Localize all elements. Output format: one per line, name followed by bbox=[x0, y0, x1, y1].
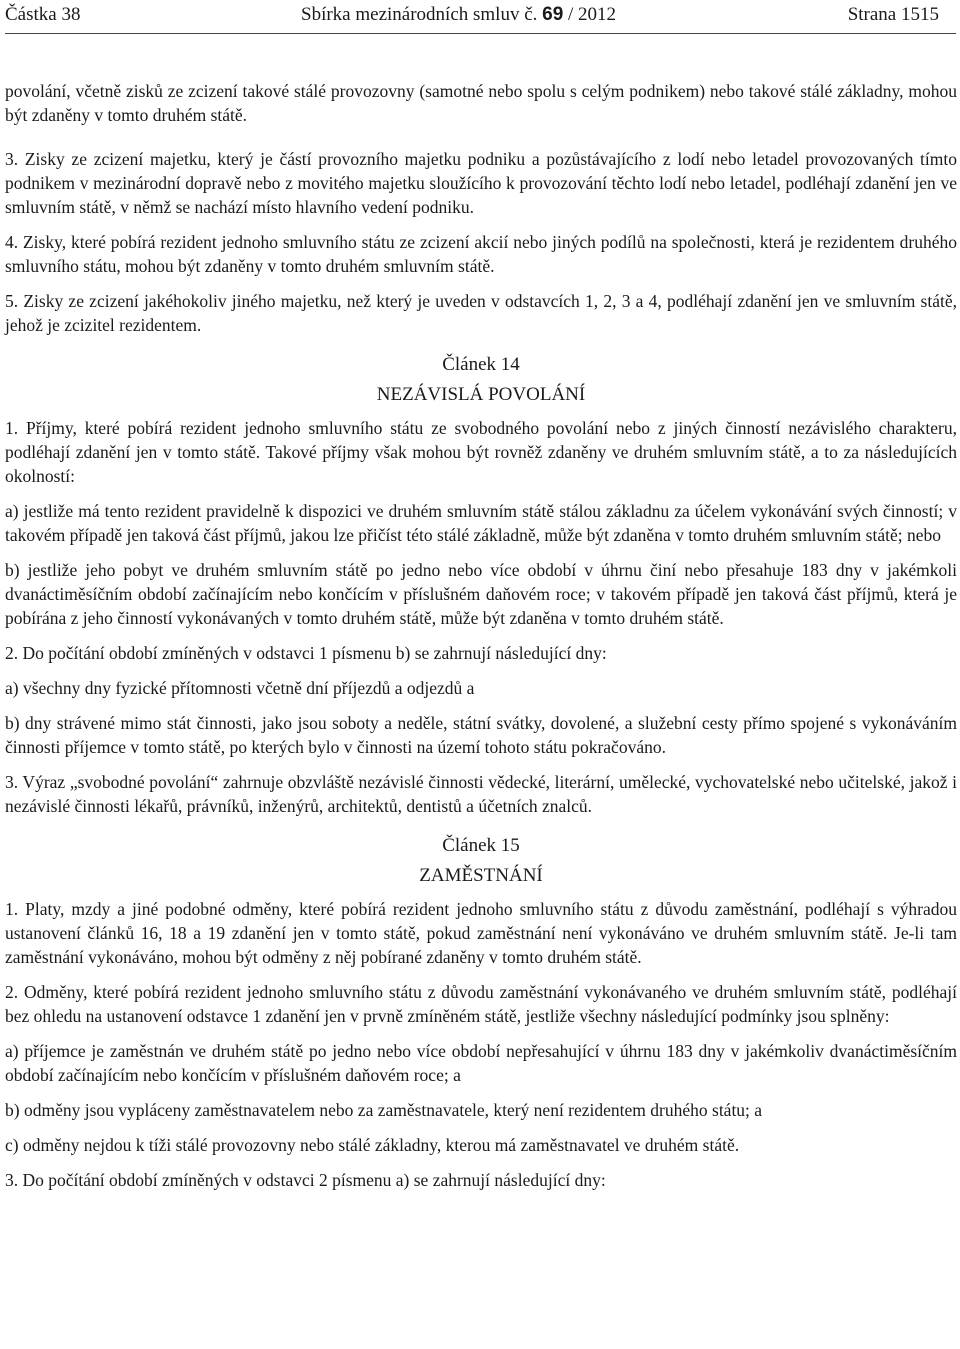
paragraph-14-1b: b) jestliže jeho pobyt ve druhém smluvním státě po jedno nebo více období v úhrnu činí nebo přesahuje 183 dny v jakémkoli dvanáctiměsíčním období začínajícím nebo končícím v příslušném daňovém roce; v takovém případě jen taková část příjmů, která je pobírána z jeho činností vykonávaných v tomto druhém státě, může být zdaněna v tomto druhém státě. bbox=[5, 560, 957, 628]
paragraph-15-1: 1. Platy, mzdy a jiné podobné odměny, které pobírá rezident jednoho smluvního státu z důvodu zaměstnání, podléhají s výhradou ustanovení článků 16, 18 a 19 zdanění jen v tomto státě, pokud zaměstnání není vykonáváno ve druhém smluvním státě. Je-li tam zaměstnání vykonáváno, mohou být odměny z něj pobírané zdaněny v tomto druhém státě. bbox=[5, 899, 957, 967]
paragraph-15-2b: b) odměny jsou vypláceny zaměstnavatelem nebo za zaměstnavatele, který není rezidentem druhého státu; a bbox=[5, 1100, 763, 1120]
header-page-number: Strana 1515 bbox=[847, 4, 939, 25]
paragraph-15-2a: a) příjemce je zaměstnán ve druhém státě po jedno nebo více období nepřesahující v úhrnu 183 dny v jakémkoliv dvanáctiměsíčním období začínajícím nebo končícím v příslušném daňovém roce; a bbox=[5, 1041, 957, 1085]
paragraph-13-4: 4. Zisky, které pobírá rezident jednoho smluvního státu ze zcizení akcií nebo jiných podílů na společnosti, která je rezidentem druhého smluvního státu, mohou být zdaněny v tomto druhém smluvním státě. bbox=[5, 232, 957, 276]
paragraph-15-2c: c) odměny nejdou k tíži stálé provozovny nebo stálé základny, kterou má zaměstnavatel ve druhém státě. bbox=[5, 1135, 740, 1155]
article-14-title: NEZÁVISLÁ POVOLÁNÍ bbox=[376, 384, 586, 405]
paragraph-14-1: 1. Příjmy, které pobírá rezident jednoho smluvního státu ze svobodného povolání nebo z jiných činností nezávislého charakteru, podléhají zdanění jen v tomto státě. Takové příjmy však mohou být rovněž zdaněny ve druhém smluvním státě, a to za následujících okolností: bbox=[5, 418, 957, 486]
header-year: / 2012 bbox=[568, 4, 617, 25]
header-collection-prefix: Sbírka mezinárodních smluv č. bbox=[301, 4, 538, 25]
paragraph-continuation: povolání, včetně zisků ze zcizení takové stálé provozovny (samotné nebo spolu s celým podnikem) nebo takové stálé základny, mohou být zdaněny v tomto druhém státě. bbox=[5, 81, 957, 125]
header-part-number: Částka 38 bbox=[5, 4, 81, 25]
page-header bbox=[0, 0, 960, 34]
paragraph-14-3: 3. Výraz „svobodné povolání“ zahrnuje obzvláště nezávislé činnosti vědecké, literární, umělecké, vychovatelské nebo učitelské, jakož i nezávislé činnosti lékařů, právníků, inženýrů, architektů, dentistů a účetních znalců. bbox=[5, 772, 957, 816]
article-14-number: Článek 14 bbox=[442, 354, 520, 375]
header-issue-number: 69 bbox=[542, 4, 564, 25]
header-divider bbox=[5, 33, 956, 34]
paragraph-13-5: 5. Zisky ze zcizení jakéhokoliv jiného majetku, než který je uveden v odstavcích 1, 2, 3 a 4, podléhají zdanění jen ve smluvním státě, jehož je zcizitel rezidentem. bbox=[5, 291, 957, 335]
paragraph-14-2a: a) všechny dny fyzické přítomnosti včetně dní příjezdů a odjezdů a bbox=[5, 678, 475, 698]
paragraph-14-2: 2. Do počítání období zmíněných v odstavci 1 písmenu b) se zahrnují následující dny: bbox=[5, 643, 607, 663]
paragraph-15-2: 2. Odměny, které pobírá rezident jednoho smluvního státu z důvodu zaměstnání vykonávaného ve druhém smluvním státě, podléhají bez ohledu na ustanovení odstavce 1 zdanění jen v prvně zmíněném státě, jestliže všechny následující podmínky jsou splněny: bbox=[5, 982, 957, 1026]
paragraph-14-1a: a) jestliže má tento rezident pravidelně k dispozici ve druhém smluvním státě stálou základnu za účelem vykonávání svých činností; v takovém případě jen taková část příjmů, jakou lze přičíst této stálé základně, může být zdaněna v tomto druhém smluvním státě; nebo bbox=[5, 501, 957, 545]
paragraph-15-3: 3. Do počítání období zmíněných v odstavci 2 písmenu a) se zahrnují následující dny: bbox=[5, 1170, 606, 1190]
article-15-title: ZAMĚSTNÁNÍ bbox=[419, 865, 543, 886]
header-collection-title bbox=[301, 3, 616, 27]
paragraph-13-3: 3. Zisky ze zcizení majetku, který je částí provozního majetku podniku a pozůstávajícího z lodí nebo letadel provozovaných tímto podnikem v mezinárodní dopravě nebo z movitého majetku sloužícího k provozování těchto lodí nebo letadel, podléhají zdanění jen ve smluvním státě, v němž se nachází místo hlavního vedení podniku. bbox=[5, 149, 957, 217]
paragraph-14-2b: b) dny strávené mimo stát činnosti, jako jsou soboty a neděle, státní svátky, dovolené, a služební cesty přímo spojené s vykonáváním činnosti příjemce v tomto státě, po kterých bylo v činnosti na území tohoto státu pokračováno. bbox=[5, 713, 957, 757]
article-15-number: Článek 15 bbox=[442, 835, 520, 856]
document-body bbox=[5, 79, 957, 1203]
